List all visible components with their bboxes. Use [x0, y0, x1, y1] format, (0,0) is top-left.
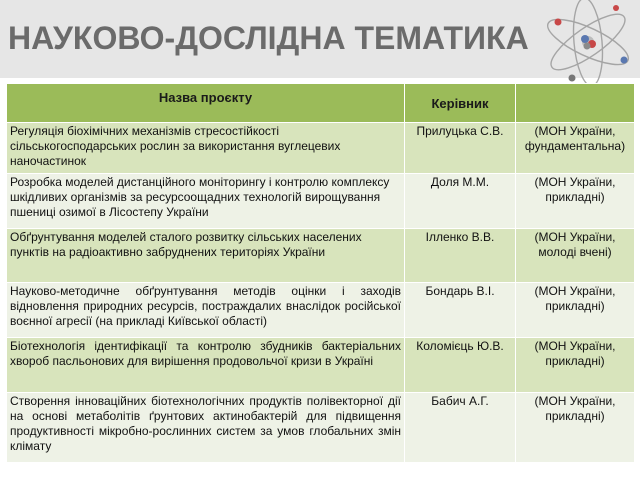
project-source: (МОН України, прикладні)	[516, 283, 635, 338]
header-supervisor: Керівник	[405, 84, 516, 123]
table-row	[7, 229, 635, 283]
table-row	[7, 338, 635, 393]
projects-table	[6, 83, 635, 463]
project-supervisor: Прилуцька С.В.	[405, 123, 516, 174]
project-supervisor: Ілленко В.В.	[405, 229, 516, 283]
table-row	[7, 393, 635, 463]
table-row	[7, 283, 635, 338]
project-source: (МОН України, фундаментальна)	[516, 123, 635, 174]
table-header-row	[7, 84, 635, 123]
project-name: Розробка моделей дистанційного моніторингу і контролю комплексу шкідливих організмів за ресурсоощадних технологій вирощування пшениці озимої в Лісостепу України	[7, 174, 405, 229]
project-source: (МОН України, прикладні)	[516, 174, 635, 229]
table-row	[7, 174, 635, 229]
project-name: Створення інноваційних біотехнологічних продуктів полівекторної дії на основі метаболітів ґрунтових актинобактерій для підвищення продуктивності мікробно-рослинних систем за умов глобальних змін клімату	[7, 393, 405, 463]
project-supervisor: Бабич А.Г.	[405, 393, 516, 463]
project-name: Обґрунтування моделей сталого розвитку сільських населених пунктів на радіоактивно забруднених територіях України	[7, 229, 405, 283]
project-supervisor: Бондарь В.І.	[405, 283, 516, 338]
header-source	[516, 84, 635, 123]
project-name: Біотехнологія ідентифікації та контролю збудників бактеріальних хвороб пасльонових для вирішення продовольчої кризи в Україні	[7, 338, 405, 393]
project-supervisor: Коломієць Ю.В.	[405, 338, 516, 393]
header-project-name: Назва проєкту	[7, 84, 405, 123]
table-row	[7, 123, 635, 174]
project-source: (МОН України, молоді вчені)	[516, 229, 635, 283]
project-name: Регуляція біохімічних механізмів стресостійкості сільськогосподарських рослин за використання вуглецевих наночастинок	[7, 123, 405, 174]
project-source: (МОН України, прикладні)	[516, 338, 635, 393]
project-name: Науково-методичне обґрунтування методів оцінки і заходів відновлення природних ресурсів, постраждалих внаслідок російської воєнної агресії (на прикладі Київської області)	[7, 283, 405, 338]
project-supervisor: Доля М.М.	[405, 174, 516, 229]
project-source: (МОН України, прикладні)	[516, 393, 635, 463]
slide-title: НАУКОВО-ДОСЛІДНА ТЕМАТИКА	[8, 20, 529, 56]
